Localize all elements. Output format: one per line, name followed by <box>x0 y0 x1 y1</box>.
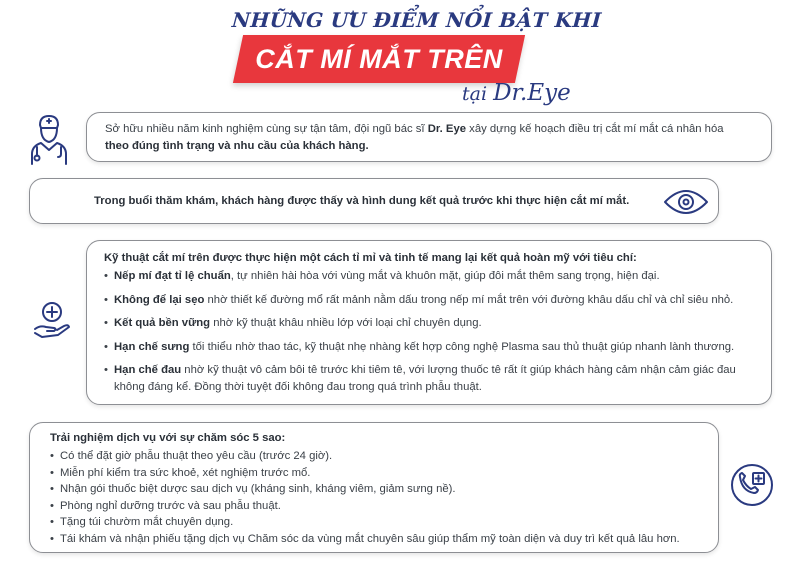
headline-banner-text: CẮT MÍ MẮT TRÊN <box>255 44 503 74</box>
headline-brand-line <box>462 80 571 106</box>
list-item: • Kết quả bền vững nhờ kỹ thuật khâu nhiều lớp với loại chỉ chuyên dụng. <box>104 315 764 332</box>
headline-prefix: tại <box>462 83 488 105</box>
list-item: • Miễn phí kiểm tra sức khoẻ, xét nghiệm trước mổ. <box>50 466 710 482</box>
technique-content <box>104 250 764 395</box>
list-item: • Tặng túi chườm mắt chuyên dụng. <box>50 515 710 531</box>
phone-medical-icon <box>729 462 775 513</box>
doctor-icon <box>24 112 74 171</box>
list-item: • Hạn chế sưng tối thiểu nhờ thao tác, kỹ thuật nhẹ nhàng kết hợp công nghệ Plasma sau thủ thuật giúp nhanh lành thương. <box>104 339 764 356</box>
consult-text: Trong buổi thăm khám, khách hàng được thấy và hình dung kết quả trước khi thực hiện cắt mí mắt. <box>94 195 630 207</box>
list-item: • Có thể đặt giờ phẫu thuật theo yêu cầu (trước 24 giờ). <box>50 449 710 465</box>
list-item: • Không để lại sẹo nhờ thiết kế đường mổ rất mảnh nằm dấu trong nếp mí mắt trên với đường khâu dấu chỉ và chỉ siêu nhỏ. <box>104 292 764 309</box>
service-content <box>50 430 710 547</box>
headline-brand: Dr.Eye <box>493 80 571 106</box>
list-item: • Phòng nghỉ dưỡng trước và sau phẫu thuật. <box>50 499 710 515</box>
headline-top: NHỮNG ƯU ĐIỂM NỔI BẬT KHI <box>231 8 603 32</box>
eye-icon <box>662 184 710 225</box>
intro-text-bold: theo đúng tình trạng và nhu cầu của khách hàng. <box>105 140 369 152</box>
technique-intro: Kỹ thuật cắt mí trên được thực hiện một cách tỉ mỉ và tinh tế mang lại kết quả hoàn mỹ với tiêu chí: <box>104 252 637 264</box>
intro-text: Sở hữu nhiều năm kinh nghiệm cùng sự tận tâm, đội ngũ bác sĩ Dr. Eye xây dựng kế hoạch điều trị cắt mí mắt cá nhân hóa theo đúng tình trạng và nhu cầu của khách hàng. <box>105 123 724 152</box>
list-item: • Tái khám và nhận phiếu tặng dịch vụ Chăm sóc da vùng mắt chuyên sâu giúp thẩm mỹ toàn diện và duy trì kết quả lâu hơn. <box>50 532 710 548</box>
list-item: • Hạn chế đau nhờ kỹ thuật vô cảm bôi tê trước khi tiêm tê, với lượng thuốc tê rất ít giúp khách hàng cảm nhận cảm giác đau không đáng kể. Đồng thời tuyệt đối không đau trong quá trình phẫu thuật. <box>104 362 764 395</box>
hand-medical-cross-icon <box>32 299 72 344</box>
service-title: Trải nghiệm dịch vụ với sự chăm sóc 5 sao: <box>50 432 286 444</box>
list-item: • Nếp mí đạt tỉ lệ chuẩn, tự nhiên hài hòa với vùng mắt và khuôn mặt, giúp đôi mắt thêm sang trọng, hiện đại. <box>104 268 764 285</box>
intro-brand: Dr. Eye <box>427 123 467 135</box>
list-item: • Nhận gói thuốc biệt dược sau dịch vụ (kháng sinh, kháng viêm, giảm sưng nề). <box>50 482 710 498</box>
